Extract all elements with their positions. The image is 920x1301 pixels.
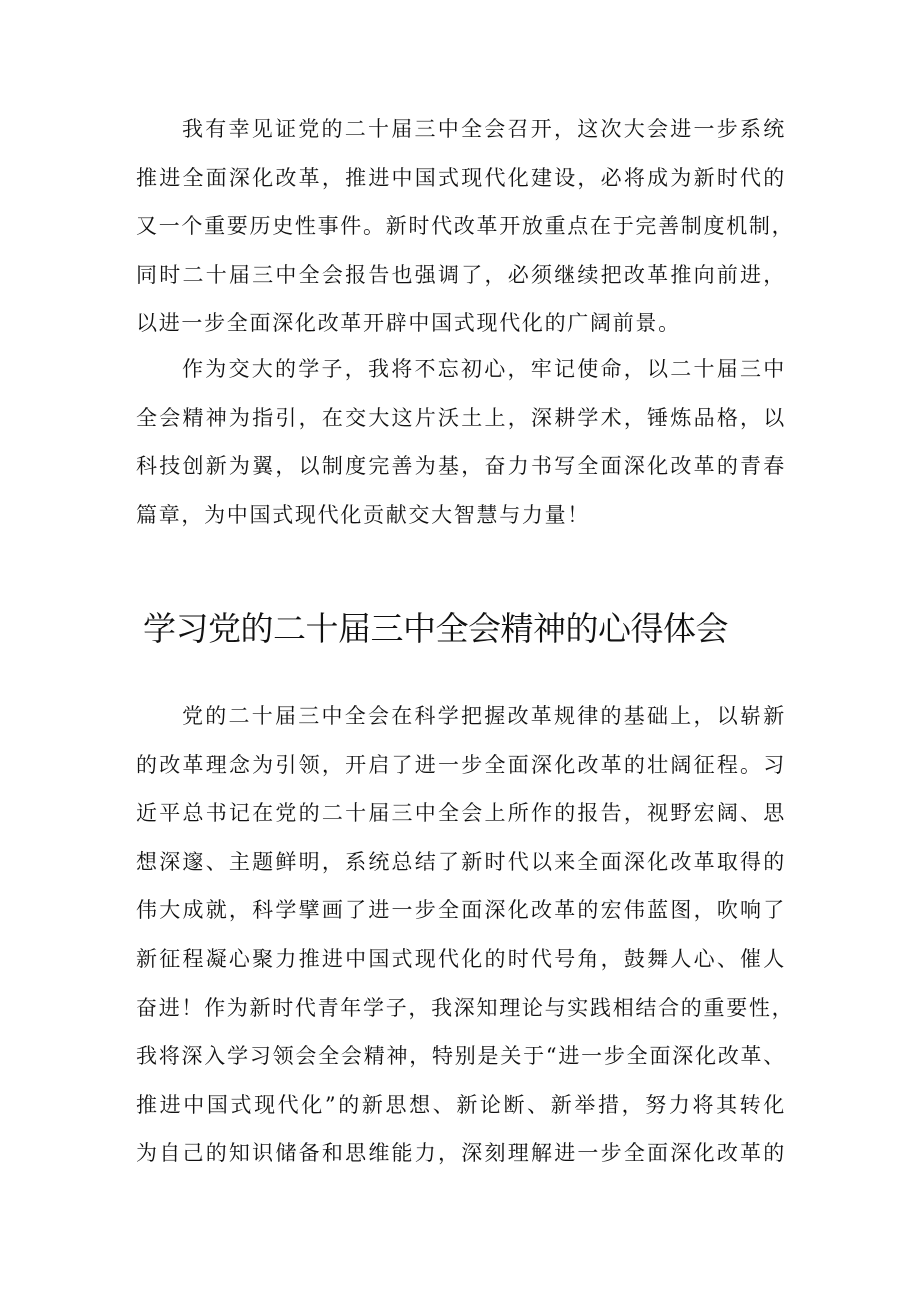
text-line: 以进一步全面深化改革开辟中国式现代化的广阔前景。 <box>136 311 681 336</box>
text-line: 我有幸见证党的二十届三中全会召开，这次大会进一步系统 <box>182 117 786 141</box>
text-line: 又一个重要历史性事件。新时代改革开放重点在于完善制度机制， <box>136 214 795 239</box>
text-line: 全会精神为指引，在交大这片沃土上，深耕学术，锤炼品格，以 <box>136 405 786 430</box>
text-line: 推进全面深化改革，推进中国式现代化建设，必将成为新时代的 <box>136 165 786 190</box>
text-line: 伟大成就，科学擘画了进一步全面深化改革的宏伟蓝图，吹响了 <box>136 898 786 923</box>
text-line: 新征程凝心聚力推进中国式现代化的时代号角，鼓舞人心、催人 <box>136 946 786 971</box>
text-line: 我将深入学习领会全会精神，特别是关于“进一步全面深化改革、 <box>136 1044 786 1069</box>
text-line: 想深邃、主题鲜明，系统总结了新时代以来全面深化改革取得的 <box>136 849 786 874</box>
text-line: 同时二十届三中全会报告也强调了，必须继续把改革推向前进， <box>136 262 786 287</box>
paragraph-1 <box>136 105 795 348</box>
text-line: 近平总书记在党的二十届三中全会上所作的报告，视野宏阔、思 <box>136 801 786 826</box>
text-line: 篇章，为中国式现代化贡献交大智慧与力量！ <box>136 502 590 527</box>
section-title: 学习党的二十届三中全会精神的心得体会 <box>143 609 728 648</box>
text-line: 为自己的知识储备和思维能力，深刻理解进一步全面深化改革的 <box>136 1141 786 1166</box>
text-line: 的改革理念为引领，开启了进一步全面深化改革的壮阔征程。习 <box>136 752 786 777</box>
text-line: 作为交大的学子，我将不忘初心，牢记使命，以二十届三中 <box>182 357 786 381</box>
text-line: 党的二十届三中全会在科学把握改革规律的基础上，以崭新 <box>182 704 786 728</box>
paragraph-2 <box>136 345 786 539</box>
paragraph-3 <box>136 692 795 1178</box>
text-line: 奋进！作为新时代青年学子，我深知理论与实践相结合的重要性， <box>136 995 795 1020</box>
text-line: 推进中国式现代化”的新思想、新论断、新举措，努力将其转化 <box>136 1092 786 1117</box>
text-line: 科技创新为翼，以制度完善为基，奋力书写全面深化改革的青春 <box>136 454 786 479</box>
